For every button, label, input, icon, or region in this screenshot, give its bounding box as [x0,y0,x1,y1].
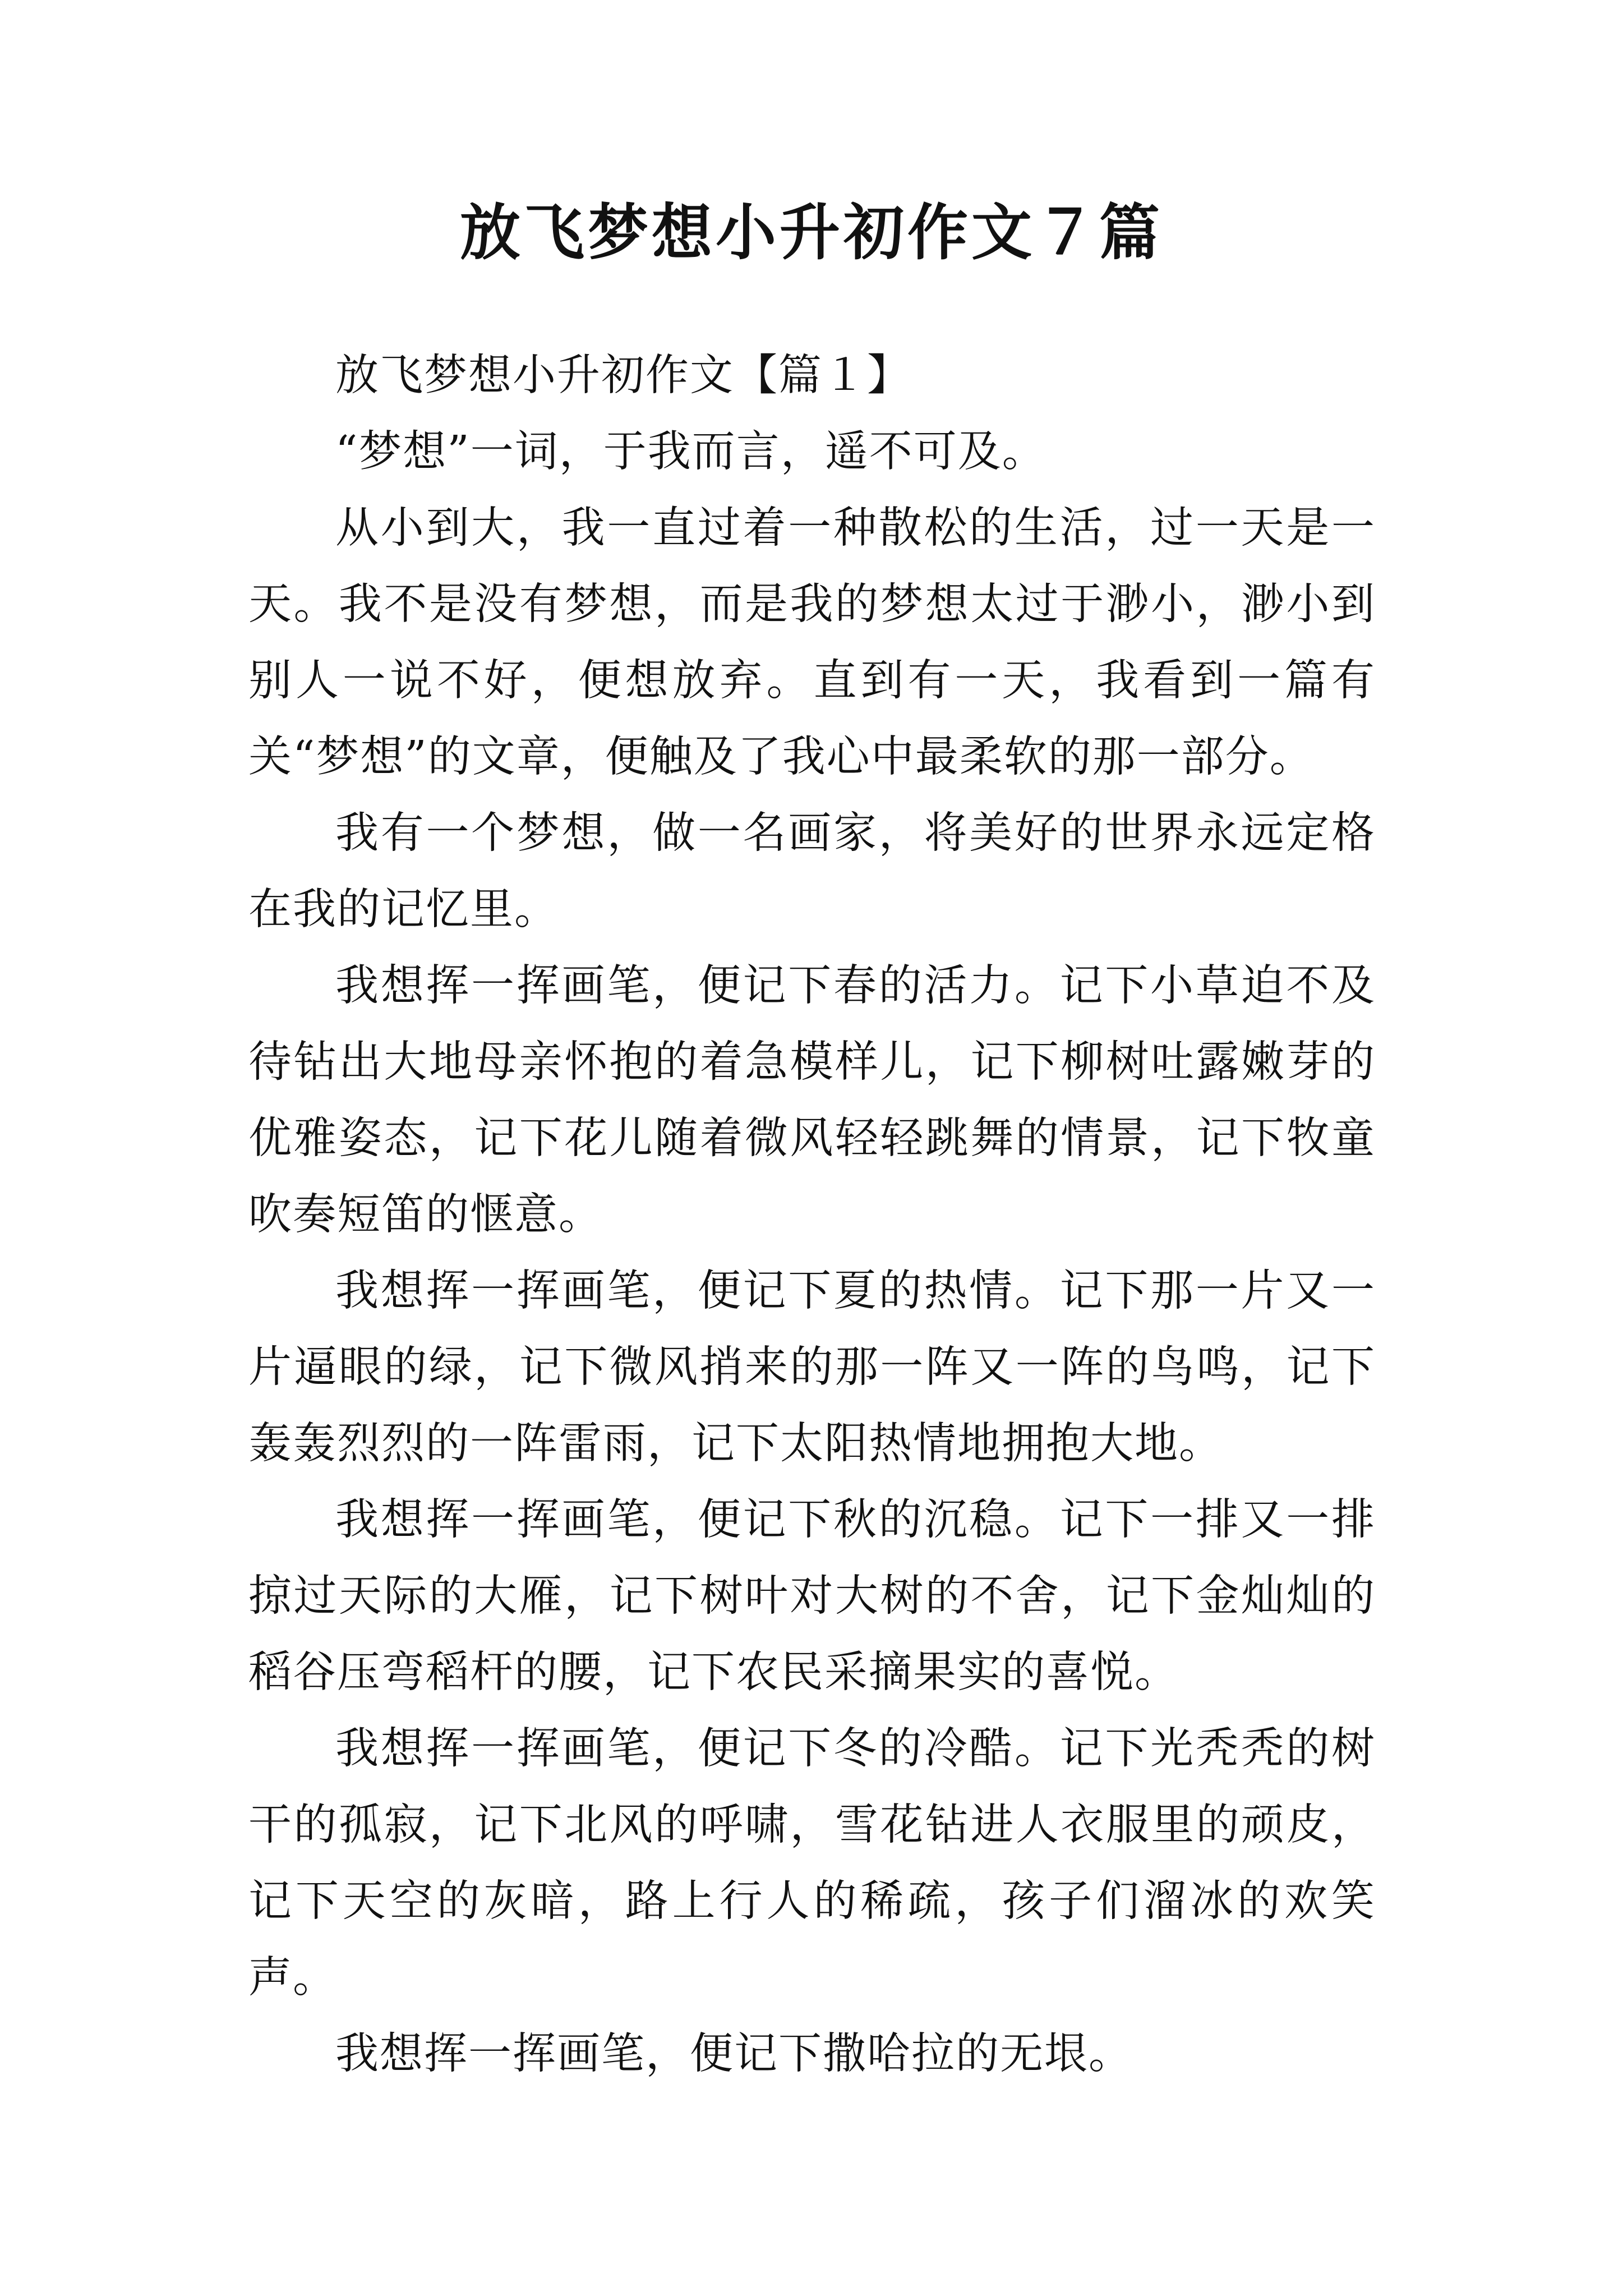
body-paragraph: 我想挥一挥画笔，便记下夏的热情。记下那一片又一片逼眼的绿，记下微风捎来的那一阵又一阵的鸟鸣，记下轰轰烈烈的一阵雷雨，记下太阳热情地拥抱大地。 [248,1266,1376,1469]
body-paragraph: 我想挥一挥画笔，便记下冬的冷酷。记下光秃秃的树干的孤寂，记下北风的呼啸，雪花钻进人衣服里的顽皮，记下天空的灰暗，路上行人的稀疏，孩子们溜冰的欢笑声。 [248,1724,1376,2003]
body-paragraph: 我想挥一挥画笔，便记下撒哈拉的无垠。 [335,2029,1133,2079]
document-body [248,338,1376,2092]
body-paragraph: “梦想”一词，于我而言，遥不可及。 [335,427,1046,477]
section-heading: 放飞梦想小升初作文【篇１】 [335,351,911,401]
body-paragraph: 我有一个梦想，做一名画家，将美好的世界永远定格在我的记忆里。 [248,808,1376,935]
body-paragraph: 从小到大，我一直过着一种散松的生活，过一天是一天。我不是没有梦想，而是我的梦想太过于渺小，渺小到别人一说不好，便想放弃。直到有一天，我看到一篇有关“梦想”的文章，便触及了我心中最柔软的那一部分。 [248,503,1376,782]
body-paragraph: 我想挥一挥画笔，便记下春的活力。记下小草迫不及待钻出大地母亲怀抱的着急模样儿，记下柳树吐露嫩芽的优雅姿态，记下花儿随着微风轻轻跳舞的情景，记下牧童吹奏短笛的惬意。 [248,961,1376,1240]
document-title: 放飞梦想小升初作文７篇 [459,197,1163,268]
body-paragraph: 我想挥一挥画笔，便记下秋的沉稳。记下一排又一排掠过天际的大雁，记下树叶对大树的不舍，记下金灿灿的稻谷压弯稻杆的腰，记下农民采摘果实的喜悦。 [248,1495,1376,1697]
